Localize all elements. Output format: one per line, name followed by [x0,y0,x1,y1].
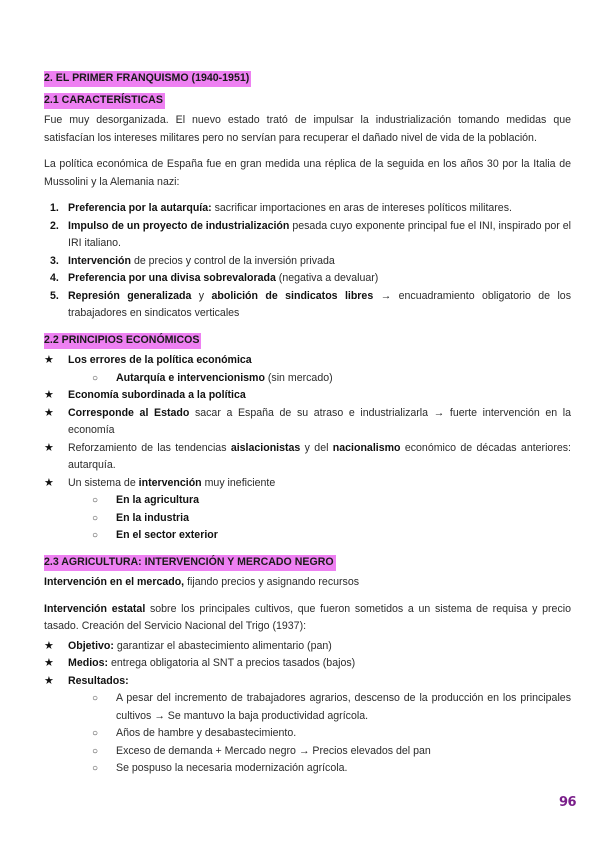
circle-bullet-icon: ○ [92,512,99,524]
circle-bullet-icon: ○ [92,763,99,774]
star-bullet-icon: ★ [44,406,54,419]
sub-list [68,370,571,388]
list-item: ★ Corresponde al Estado sacar a España de su atraso e industrializarla → fuerte intervención en la economía [44,406,571,436]
sub-list [68,492,571,545]
heading-2-1: 2.1 CARACTERÍSTICAS [44,92,571,110]
sub-list [68,690,571,778]
star-bullet-icon: ★ [44,657,54,669]
list-item: ○ A pesar del incremento de trabajadores agrarios, descenso de la producción en los principales cultivos → Se mantuvo la baja productividad agrícola. [92,692,571,722]
list-item: ★ Los errores de la política económica ○ Autarquía e intervencionismo (sin mercado) [44,352,571,387]
heading-section-2: 2. EL PRIMER FRANQUISMO (1940-1951) [44,70,571,88]
star-list [44,638,571,778]
star-bullet-icon: ★ [44,354,54,366]
list-item: ○ En la agricultura [68,492,571,510]
list-item: 2. Impulso de un proyecto de industrialización pesada cuyo exponente principal fue el INI, inspirado por el IRI italiano. [50,219,572,249]
star-bullet-icon: ★ [44,476,54,489]
list-item: 4. Preferencia por una divisa sobrevalorada (negativa a devaluar) [50,272,379,284]
list-item: ○ Se pospuso la necesaria modernización agrícola. [68,760,571,778]
page-number: 96 [559,795,577,810]
list-item: ★ Resultados: ○ A pesar del incremento de trabajadores agrarios, descenso de la producción en los principales cultivos → Se mantuvo la baja productividad agrícola. ○ Años de hambre y desabastecimiento. ○ Exceso de demanda + Mercado negro → Precios elevados del pan ○ Se pospuso la necesaria modernización agrícola. [44,673,571,778]
circle-bullet-icon: ○ [92,693,99,704]
list-item: ★ Un sistema de intervención muy ineficiente ○ En la agricultura ○ En la industria ○ En el sector exterior [44,475,571,545]
circle-bullet-icon: ○ [92,728,99,739]
list-item: ★ Medios: entrega obligatoria al SNT a precios tasados (bajos) [44,655,571,673]
circle-bullet-icon: ○ [92,495,99,506]
document-page [44,70,571,787]
circle-bullet-icon: ○ [92,745,99,757]
paragraph: Intervención estatal sobre los principales cultivos, que fueron sometidos a un sistema de requisa y precio tasado. Creación del Servicio Nacional del Trigo (1937): [44,602,571,632]
list-item: ○ En la industria [68,510,571,528]
heading-2-3: 2.3 AGRICULTURA: INTERVENCIÓN Y MERCADO NEGRO [44,554,571,572]
star-bullet-icon: ★ [44,639,54,652]
paragraph: La política económica de España fue en gran medida una réplica de la seguida en los años 30 por la Italia de Mussolini y la Alemania nazi: [44,158,571,188]
list-item: 3. Intervención de precios y control de la inversión privada [50,254,335,267]
list-item: ○ En el sector exterior [68,527,571,545]
circle-bullet-icon: ○ [92,530,99,541]
heading-2-2: 2.2 PRINCIPIOS ECONÓMICOS [44,332,571,350]
list-item: ★ Objetivo: garantizar el abastecimiento alimentario (pan) [44,638,571,656]
circle-bullet-icon: ○ [92,372,99,384]
list-item: ○ Exceso de demanda + Mercado negro → Precios elevados del pan [68,743,571,761]
list-item: ○ Años de hambre y desabastecimiento. [68,725,571,743]
star-bullet-icon: ★ [44,674,54,687]
list-item: ★ Economía subordinada a la política [44,387,571,405]
list-item: 1. Preferencia por la autarquía: sacrificar importaciones en aras de intereses políticos militares. [50,202,512,214]
list-item: 5. Represión generalizada y abolición de sindicatos libres → encuadramiento obligatorio de los trabajadores en sindicatos verticales [50,289,571,319]
star-bullet-icon: ★ [44,441,54,454]
star-list [44,352,571,545]
numbered-list [44,200,571,323]
paragraph: Fue muy desorganizada. El nuevo estado trató de impulsar la industrialización tomando medidas que satisfacían los intereses militares pero no servían para recuperar el dañado nivel de vida de la población. [44,114,571,144]
star-bullet-icon: ★ [44,389,54,401]
list-item: ○ Autarquía e intervencionismo (sin mercado) [68,370,571,388]
paragraph: Intervención en el mercado, fijando precios y asignando recursos [44,576,360,588]
list-item: ★ Reforzamiento de las tendencias aislacionistas y del nacionalismo económico de décadas anteriores: autarquía. [44,441,571,471]
